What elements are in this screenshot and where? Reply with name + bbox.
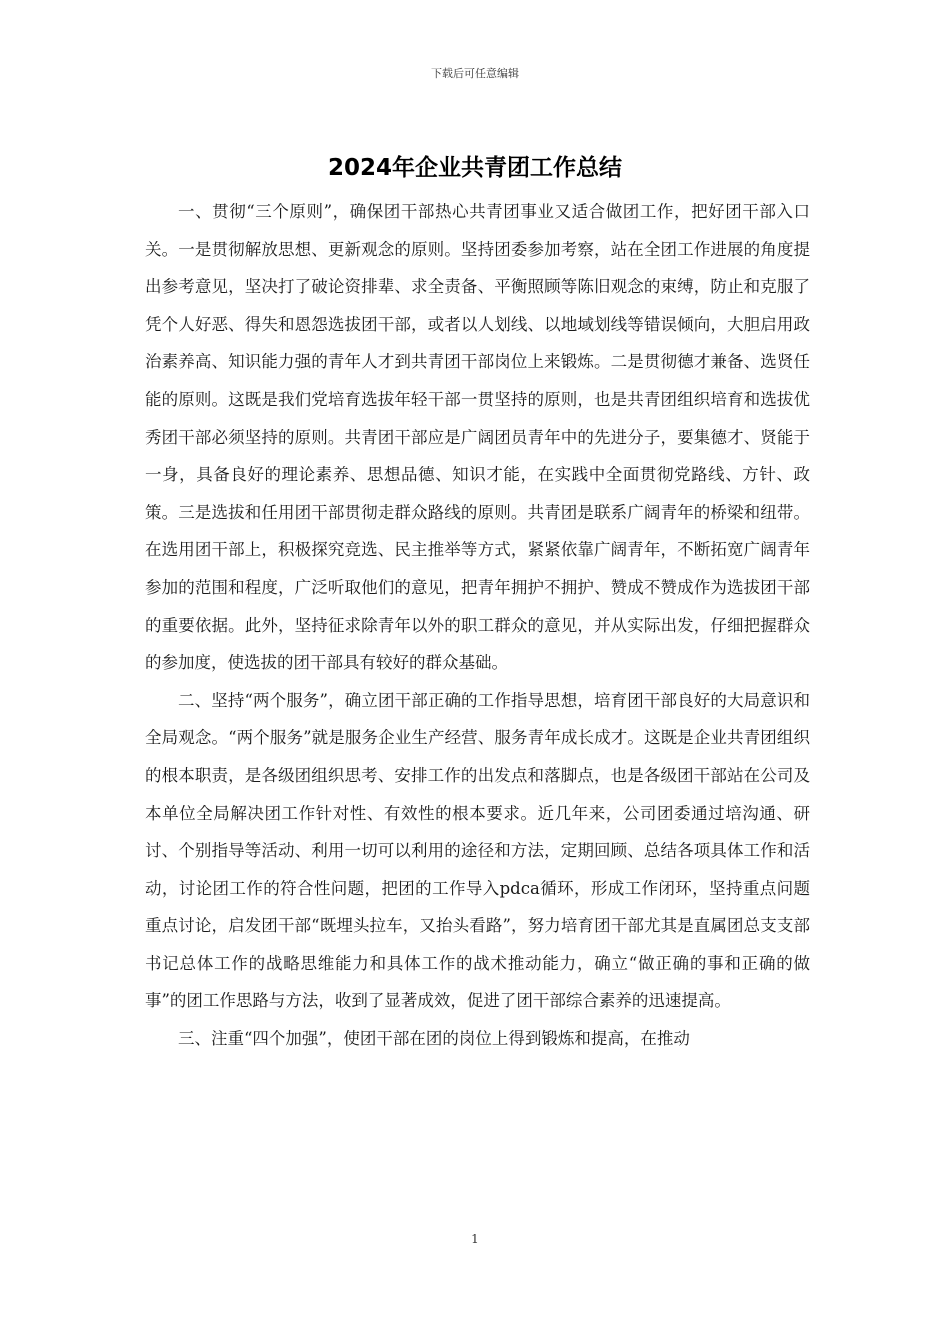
paragraph-3: 三、注重“四个加强”，使团干部在团的岗位上得到锻炼和提高，在推动 [178, 1029, 690, 1049]
document-body [145, 193, 810, 1058]
document-title: 2024年企业共青团工作总结 [327, 155, 622, 181]
page-header-note: 下载后可任意编辑 [431, 67, 519, 80]
page-number: 1 [471, 1232, 479, 1246]
paragraph-2: 二、坚持“两个服务”，确立团干部正确的工作指导思想，培育团干部良好的大局意识和全局观念。“两个服务”就是服务企业生产经营、服务青年成长成才。这既是企业共青团组织的根本职责，是各级团组织思考、安排工作的出发点和落脚点，也是各级团干部站在公司及本单位全局解决团工作针对性、有效性的根本要求。近几年来，公司团委通过培沟通、研讨、个别指导等活动、利用一切可以利用的途径和方法，定期回顾、总结各项具体工作和活动，讨论团工作的符合性问题，把团的工作导入pdca循环，形成工作闭环，坚持重点问题重点讨论，启发团干部“既埋头拉车，又抬头看路”，努力培育团干部尤其是直属团总支支部书记总体工作的战略思维能力和具体工作的战术推动能力，确立“做正确的事和正确的做事”的团工作思路与方法，收到了显著成效，促进了团干部综合素养的迅速提高。 [145, 690, 810, 1011]
paragraph-1: 一、贯彻“三个原则”，确保团干部热心共青团事业又适合做团工作，把好团干部入口关。一是贯彻解放思想、更新观念的原则。坚持团委参加考察，站在全团工作进展的角度提出参考意见，坚决打了破论资排辈、求全责备、平衡照顾等陈旧观念的束缚，防止和克服了凭个人好恶、得失和恩怨选拔团干部，或者以人划线、以地域划线等错误倾向，大胆启用政治素养高、知识能力强的青年人才到共青团干部岗位上来锻炼。二是贯彻德才兼备、选贤任能的原则。这既是我们党培育选拔年轻干部一贯坚持的原则，也是共青团组织培育和选拔优秀团干部必须坚持的原则。共青团干部应是广阔团员青年中的先进分子，要集德才、贤能于一身，具备良好的理论素养、思想品德、知识才能，在实践中全面贯彻党路线、方针、政策。三是选拔和任用团干部贯彻走群众路线的原则。共青团是联系广阔青年的桥梁和纽带。在选用团干部上，积极探究竞选、民主推举等方式，紧紧依靠广阔青年，不断拓宽广阔青年参加的范围和程度，广泛听取他们的意见，把青年拥护不拥护、赞成不赞成作为选拔团干部的重要依据。此外，坚持征求除青年以外的职工群众的意见，并从实际出发，仔细把握群众的参加度，使选拔的团干部具有较好的群众基础。 [145, 202, 810, 673]
